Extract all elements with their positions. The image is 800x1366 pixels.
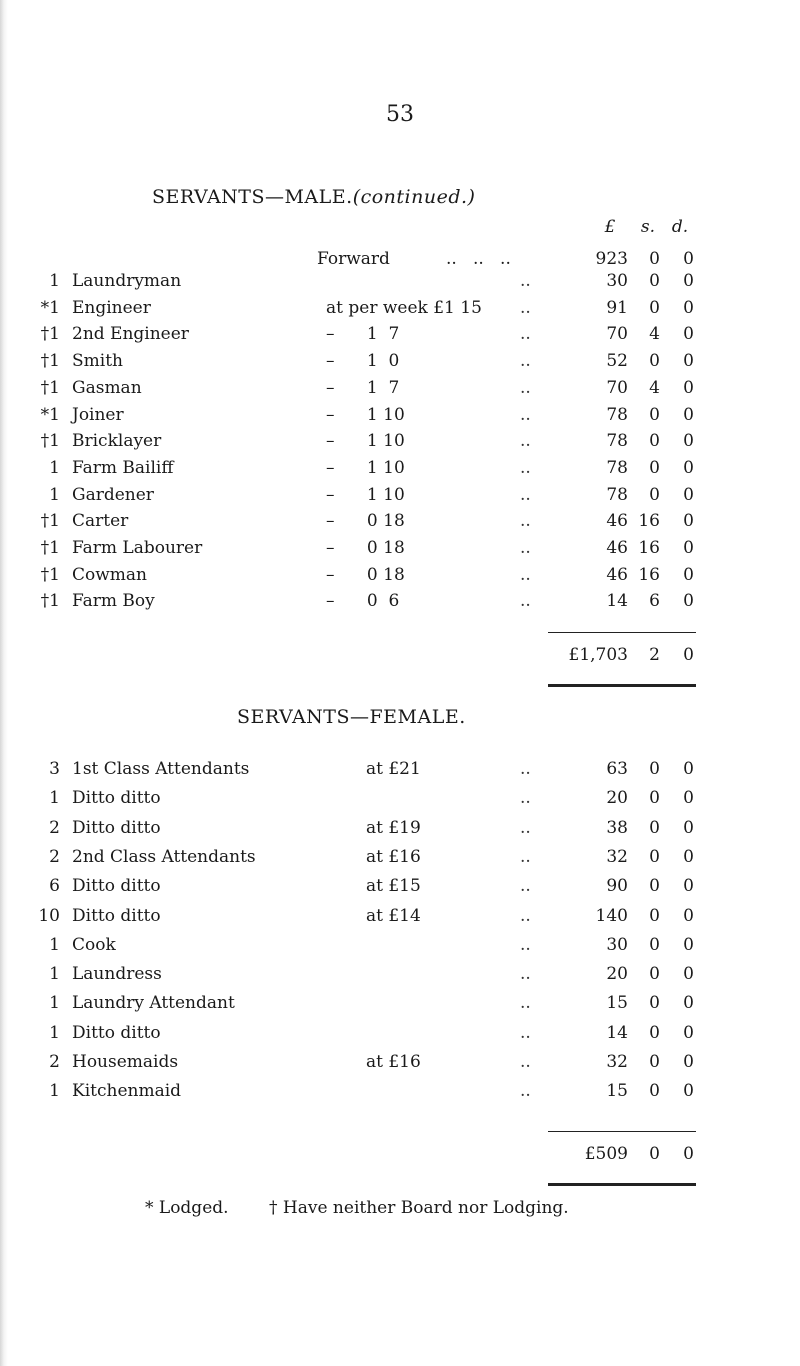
male-row-pence: 0 bbox=[683, 591, 694, 612]
female-row-rate: at £16 bbox=[366, 846, 421, 867]
female-row-count: 1 bbox=[49, 1022, 60, 1043]
female-row-rate: at £14 bbox=[366, 905, 421, 926]
male-row-rate: at per week £1 15 bbox=[326, 297, 482, 318]
male-row-pence: 0 bbox=[683, 564, 694, 585]
male-row-shillings: 6 bbox=[649, 591, 660, 612]
female-row-count: 1 bbox=[49, 788, 60, 809]
female-row-leader: .. bbox=[520, 1081, 531, 1102]
male-row-item: 2nd Engineer bbox=[72, 324, 189, 345]
col-header-pounds: £ bbox=[604, 217, 616, 237]
male-row-count: †1 bbox=[40, 538, 60, 558]
female-row-count: 1 bbox=[49, 1081, 60, 1102]
male-heading bbox=[152, 186, 475, 208]
female-row-shillings: 0 bbox=[649, 876, 660, 897]
male-row-leader: .. bbox=[520, 351, 531, 372]
female-row-leader: .. bbox=[520, 788, 531, 809]
female-row-item: Ditto ditto bbox=[72, 817, 161, 838]
male-heading-title: SERVANTS—MALE. bbox=[152, 186, 353, 208]
female-row-shillings: 0 bbox=[649, 788, 660, 809]
male-row-pounds: 78 bbox=[606, 404, 628, 425]
female-row-pence: 0 bbox=[683, 846, 694, 867]
male-row-leader: .. bbox=[520, 271, 531, 291]
female-row-pence: 0 bbox=[683, 964, 694, 985]
male-row-item: Farm Boy bbox=[72, 591, 155, 612]
male-row-rate: – 0 6 bbox=[326, 591, 400, 612]
male-row-pence: 0 bbox=[683, 538, 694, 558]
female-row-count: 2 bbox=[49, 817, 60, 838]
female-row-count: 3 bbox=[49, 759, 60, 779]
female-row-pounds: 20 bbox=[606, 788, 628, 809]
male-row-pounds: 30 bbox=[606, 271, 628, 291]
male-row-pence: 0 bbox=[683, 511, 694, 532]
male-row-leader: .. bbox=[520, 431, 531, 452]
female-row-item: Ditto ditto bbox=[72, 788, 161, 809]
male-total-pounds: £1,703 bbox=[568, 645, 628, 665]
female-row-shillings: 0 bbox=[649, 1022, 660, 1043]
male-row-rate: – 1 7 bbox=[326, 324, 400, 345]
female-row-item: Cook bbox=[72, 934, 116, 955]
female-row-leader: .. bbox=[520, 817, 531, 838]
col-header-pence: d. bbox=[671, 217, 689, 237]
female-row-rate: at £19 bbox=[366, 817, 421, 838]
female-total-double-rule bbox=[548, 1183, 696, 1186]
male-row-rate: – 1 10 bbox=[326, 484, 405, 505]
female-row-shillings: 0 bbox=[649, 1052, 660, 1072]
female-row-pounds: 140 bbox=[595, 905, 628, 926]
page-edge-shadow bbox=[0, 0, 8, 1366]
female-row-count: 2 bbox=[49, 1052, 60, 1072]
female-row-pounds: 38 bbox=[606, 817, 628, 838]
male-row-item: Farm Labourer bbox=[72, 538, 203, 558]
female-row-rate: at £16 bbox=[366, 1052, 421, 1072]
male-row-leader: .. bbox=[520, 564, 531, 585]
female-row-leader: .. bbox=[520, 1052, 531, 1072]
male-row-leader: .. bbox=[520, 591, 531, 612]
female-total-rule bbox=[548, 1131, 696, 1132]
female-row-item: Ditto ditto bbox=[72, 876, 161, 897]
female-row-pounds: 20 bbox=[606, 964, 628, 985]
forward-leader: .. .. .. bbox=[446, 249, 511, 269]
male-row-count: *1 bbox=[40, 297, 60, 318]
male-row-pence: 0 bbox=[683, 404, 694, 425]
male-row-pounds: 78 bbox=[606, 457, 628, 478]
male-row-pence: 0 bbox=[683, 271, 694, 291]
male-row-item: Gasman bbox=[72, 377, 142, 398]
male-row-rate: – 1 0 bbox=[326, 351, 400, 372]
male-row-count: †1 bbox=[40, 511, 60, 532]
female-row-count: 1 bbox=[49, 934, 60, 955]
male-row-count: †1 bbox=[40, 377, 60, 398]
male-row-count: †1 bbox=[40, 351, 60, 372]
female-row-leader: .. bbox=[520, 964, 531, 985]
male-row-item: Cowman bbox=[72, 564, 147, 585]
male-row-count: †1 bbox=[40, 564, 60, 585]
male-row-item: Farm Bailiff bbox=[72, 457, 174, 478]
female-row-leader: .. bbox=[520, 905, 531, 926]
female-row-leader: .. bbox=[520, 876, 531, 897]
forward-pounds: 923 bbox=[595, 249, 628, 269]
male-row-rate: – 1 10 bbox=[326, 457, 405, 478]
female-row-count: 1 bbox=[49, 964, 60, 985]
female-row-item: 1st Class Attendants bbox=[72, 759, 250, 779]
male-row-pence: 0 bbox=[683, 457, 694, 478]
female-row-pence: 0 bbox=[683, 1081, 694, 1102]
male-row-count: 1 bbox=[49, 457, 60, 478]
male-row-shillings: 0 bbox=[649, 271, 660, 291]
male-row-leader: .. bbox=[520, 404, 531, 425]
male-row-item: Gardener bbox=[72, 484, 154, 505]
male-row-leader: .. bbox=[520, 484, 531, 505]
female-row-item: Laundress bbox=[72, 964, 162, 985]
male-row-pence: 0 bbox=[683, 324, 694, 345]
female-row-item: Ditto ditto bbox=[72, 905, 161, 926]
female-row-pence: 0 bbox=[683, 876, 694, 897]
female-row-shillings: 0 bbox=[649, 905, 660, 926]
female-total-pounds: £509 bbox=[584, 1144, 628, 1164]
male-row-pounds: 70 bbox=[606, 324, 628, 345]
male-row-shillings: 0 bbox=[649, 484, 660, 505]
female-row-count: 2 bbox=[49, 846, 60, 867]
female-row-pounds: 30 bbox=[606, 934, 628, 955]
female-row-shillings: 0 bbox=[649, 759, 660, 779]
female-row-leader: .. bbox=[520, 846, 531, 867]
female-row-leader: .. bbox=[520, 993, 531, 1014]
female-row-item: Housemaids bbox=[72, 1052, 179, 1072]
male-row-shillings: 4 bbox=[649, 377, 660, 398]
male-row-pence: 0 bbox=[683, 297, 694, 318]
female-total-shillings: 0 bbox=[649, 1144, 660, 1164]
male-total-shillings: 2 bbox=[649, 645, 660, 665]
female-row-count: 1 bbox=[49, 993, 60, 1014]
male-row-pounds: 91 bbox=[606, 297, 628, 318]
male-row-rate: – 0 18 bbox=[326, 538, 405, 558]
female-row-item: Laundry Attendant bbox=[72, 993, 235, 1014]
female-row-pence: 0 bbox=[683, 759, 694, 779]
male-row-pounds: 70 bbox=[606, 377, 628, 398]
male-row-pounds: 78 bbox=[606, 431, 628, 452]
female-row-pence: 0 bbox=[683, 934, 694, 955]
female-row-pounds: 90 bbox=[606, 876, 628, 897]
female-row-pence: 0 bbox=[683, 1022, 694, 1043]
male-row-leader: .. bbox=[520, 377, 531, 398]
male-row-leader: .. bbox=[520, 324, 531, 345]
female-row-pounds: 14 bbox=[606, 1022, 628, 1043]
male-row-pence: 0 bbox=[683, 377, 694, 398]
male-row-item: Laundryman bbox=[72, 271, 182, 291]
male-row-shillings: 16 bbox=[638, 564, 660, 585]
male-row-count: *1 bbox=[40, 404, 60, 425]
male-row-count: 1 bbox=[49, 271, 60, 291]
male-total-pence: 0 bbox=[683, 645, 694, 665]
female-row-count: 10 bbox=[38, 905, 60, 926]
male-row-count: 1 bbox=[49, 484, 60, 505]
female-total-pence: 0 bbox=[683, 1144, 694, 1164]
female-row-rate: at £15 bbox=[366, 876, 421, 897]
male-row-shillings: 16 bbox=[638, 511, 660, 532]
forward-label: Forward bbox=[317, 249, 390, 269]
female-row-leader: .. bbox=[520, 934, 531, 955]
female-row-count: 6 bbox=[49, 876, 60, 897]
female-row-shillings: 0 bbox=[649, 934, 660, 955]
female-row-item: 2nd Class Attendants bbox=[72, 846, 256, 867]
female-row-pounds: 32 bbox=[606, 846, 628, 867]
male-row-pounds: 14 bbox=[606, 591, 628, 612]
male-row-shillings: 0 bbox=[649, 351, 660, 372]
female-row-pounds: 15 bbox=[606, 1081, 628, 1102]
male-row-pence: 0 bbox=[683, 351, 694, 372]
male-row-rate: – 0 18 bbox=[326, 564, 405, 585]
col-header-shillings: s. bbox=[640, 217, 656, 237]
male-row-pounds: 46 bbox=[606, 564, 628, 585]
male-row-shillings: 0 bbox=[649, 431, 660, 452]
male-row-shillings: 0 bbox=[649, 404, 660, 425]
page-number: 53 bbox=[386, 102, 414, 127]
male-total-rule bbox=[548, 632, 696, 633]
female-row-shillings: 0 bbox=[649, 1081, 660, 1102]
male-row-pounds: 46 bbox=[606, 511, 628, 532]
female-row-item: Kitchenmaid bbox=[72, 1081, 182, 1102]
female-row-pounds: 63 bbox=[606, 759, 628, 779]
female-row-pence: 0 bbox=[683, 817, 694, 838]
female-row-pence: 0 bbox=[683, 1052, 694, 1072]
male-row-rate: – 1 7 bbox=[326, 377, 400, 398]
male-row-pence: 0 bbox=[683, 484, 694, 505]
male-total-double-rule bbox=[548, 684, 696, 687]
male-row-shillings: 16 bbox=[638, 538, 660, 558]
male-row-leader: .. bbox=[520, 511, 531, 532]
female-row-leader: .. bbox=[520, 1022, 531, 1043]
male-row-count: †1 bbox=[40, 431, 60, 452]
female-row-shillings: 0 bbox=[649, 993, 660, 1014]
footnote-no-board: † Have neither Board nor Lodging. bbox=[269, 1198, 569, 1218]
male-row-pounds: 46 bbox=[606, 538, 628, 558]
male-row-shillings: 4 bbox=[649, 324, 660, 345]
male-row-item: Smith bbox=[72, 351, 123, 372]
male-row-shillings: 0 bbox=[649, 457, 660, 478]
male-row-count: †1 bbox=[40, 591, 60, 612]
male-row-item: Engineer bbox=[72, 297, 151, 318]
male-row-item: Carter bbox=[72, 511, 129, 532]
female-row-pounds: 32 bbox=[606, 1052, 628, 1072]
female-row-item: Ditto ditto bbox=[72, 1022, 161, 1043]
forward-shillings: 0 bbox=[649, 249, 660, 269]
male-heading-continued: (continued.) bbox=[352, 186, 476, 208]
female-row-rate: at £21 bbox=[366, 759, 421, 779]
footnote-lodged: * Lodged. bbox=[145, 1198, 229, 1218]
male-row-item: Bricklayer bbox=[72, 431, 162, 452]
male-row-leader: .. bbox=[520, 457, 531, 478]
male-row-leader: .. bbox=[520, 297, 531, 318]
male-row-pence: 0 bbox=[683, 431, 694, 452]
male-row-count: †1 bbox=[40, 324, 60, 345]
male-row-pounds: 52 bbox=[606, 351, 628, 372]
female-row-leader: .. bbox=[520, 759, 531, 779]
female-row-shillings: 0 bbox=[649, 964, 660, 985]
male-row-rate: – 0 18 bbox=[326, 511, 405, 532]
female-heading: SERVANTS—FEMALE. bbox=[237, 706, 466, 728]
male-row-leader: .. bbox=[520, 538, 531, 558]
female-row-pounds: 15 bbox=[606, 993, 628, 1014]
female-row-pence: 0 bbox=[683, 788, 694, 809]
female-row-pence: 0 bbox=[683, 905, 694, 926]
male-row-shillings: 0 bbox=[649, 297, 660, 318]
female-row-pence: 0 bbox=[683, 993, 694, 1014]
male-row-rate: – 1 10 bbox=[326, 431, 405, 452]
female-row-shillings: 0 bbox=[649, 817, 660, 838]
male-row-item: Joiner bbox=[72, 404, 124, 425]
forward-pence: 0 bbox=[683, 249, 694, 269]
male-row-pounds: 78 bbox=[606, 484, 628, 505]
male-row-rate: – 1 10 bbox=[326, 404, 405, 425]
female-row-shillings: 0 bbox=[649, 846, 660, 867]
